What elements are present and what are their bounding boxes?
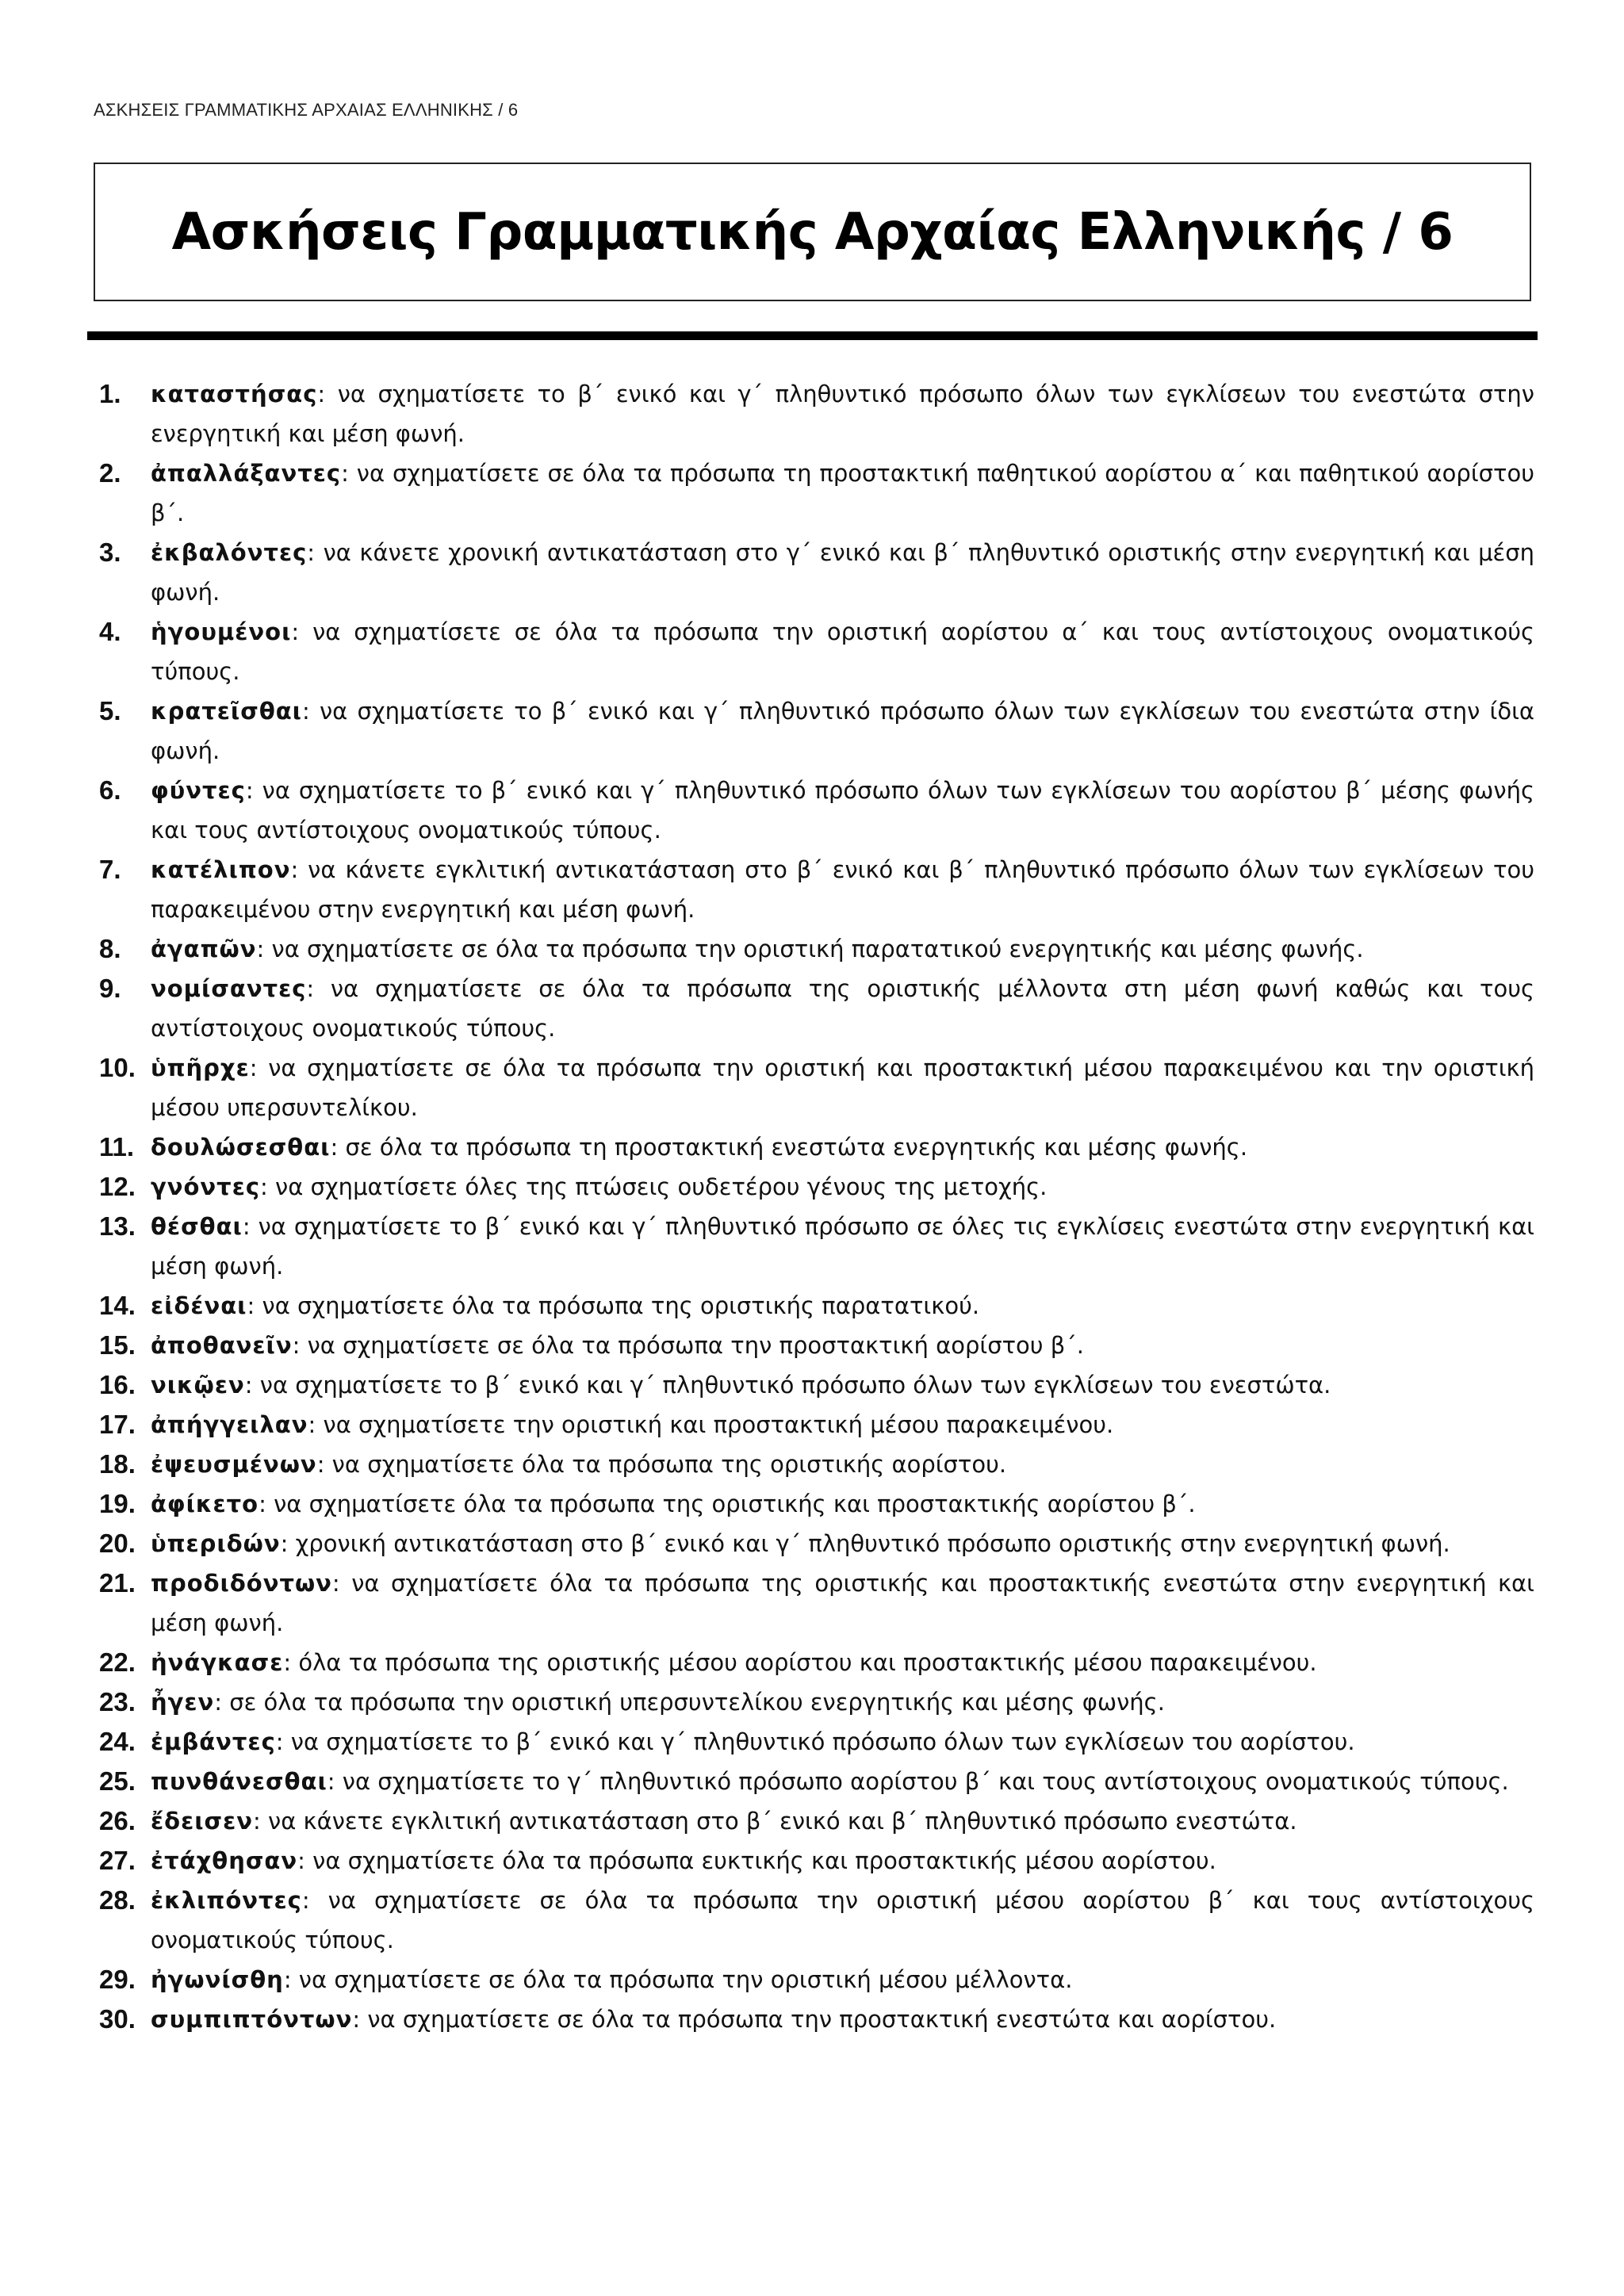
exercise-instruction: : να κάνετε χρονική αντικατάσταση στο γ΄ ενικό και β΄ πληθυντικό οριστικής στην ενεργητική και μέση φωνή.: [151, 539, 1534, 606]
exercise-item: [0, 1722, 1624, 1762]
exercise-instruction: : να σχηματίσετε σε όλα τα πρόσωπα τη προστακτική παθητικού αορίστου α΄ και παθητικού αορίστου β΄.: [151, 460, 1534, 526]
exercise-word: γνόντες: [151, 1173, 261, 1200]
exercise-item: [0, 1365, 1624, 1405]
exercise-instruction: : να σχηματίσετε όλα τα πρόσωπα ευκτικής και προστακτικής μέσου αορίστου.: [297, 1847, 1216, 1874]
exercise-word: κρατεῖσθαι: [151, 698, 302, 725]
exercise-instruction: : να σχηματίσετε την οριστική και προστακτική μέσου παρακειμένου.: [308, 1411, 1114, 1438]
exercise-instruction: : να κάνετε εγκλιτική αντικατάσταση στο β΄ ενικό και β΄ πληθυντικό πρόσωπο όλων των εγκλίσεων του παρακειμένου στην ενεργητική και μέση φωνή.: [151, 856, 1534, 923]
exercise-number: 4.: [99, 617, 121, 646]
exercise-item: [0, 1326, 1624, 1365]
exercise-number: 13.: [99, 1211, 136, 1241]
exercise-word: ἦγεν: [151, 1689, 215, 1716]
exercise-word: θέσθαι: [151, 1213, 243, 1240]
exercise-word: ἠγωνίσθη: [151, 1966, 284, 1993]
exercise-item: [0, 1127, 1624, 1167]
exercise-item: [0, 771, 1624, 850]
exercise-word: συμπιπτόντων: [151, 2006, 353, 2033]
exercise-list: [0, 374, 1624, 2039]
exercise-number: 1.: [99, 379, 121, 408]
exercise-word: κατέλιπον: [151, 856, 291, 883]
exercise-number: 29.: [99, 1965, 136, 1994]
exercise-number: 20.: [99, 1529, 136, 1558]
exercise-item: [0, 1286, 1624, 1326]
exercise-word: ἐψευσμένων: [151, 1451, 317, 1478]
exercise-item: [0, 691, 1624, 771]
exercise-word: ἀφίκετο: [151, 1490, 259, 1517]
exercise-instruction: : να σχηματίσετε το γ΄ πληθυντικό πρόσωπο αορίστου β΄ και τους αντίστοιχους ονοματικούς τύπους.: [327, 1768, 1509, 1795]
exercise-word: προδιδόντων: [151, 1570, 332, 1597]
exercise-item: [0, 374, 1624, 453]
exercise-item: [0, 850, 1624, 929]
exercise-instruction: : σε όλα τα πρόσωπα τη προστακτική ενεστώτα ενεργητικής και μέσης φωνής.: [330, 1134, 1248, 1161]
exercise-item: [0, 1207, 1624, 1286]
running-header: ΑΣΚΗΣΕΙΣ ΓΡΑΜΜΑΤΙΚΗΣ ΑΡΧΑΙΑΣ ΕΛΛΗΝΙΚΗΣ / 6: [94, 100, 519, 120]
exercise-number: 6.: [99, 775, 121, 805]
exercise-item: [0, 1999, 1624, 2039]
exercise-item: [0, 612, 1624, 691]
exercise-number: 2.: [99, 458, 121, 488]
exercise-item: [0, 1682, 1624, 1722]
exercise-word: ἀπαλλάξαντες: [151, 460, 342, 487]
exercise-number: 3.: [99, 538, 121, 567]
exercise-number: 12.: [99, 1172, 136, 1201]
exercise-word: φύντες: [151, 777, 246, 804]
exercise-number: 10.: [99, 1053, 136, 1082]
exercise-word: δουλώσεσθαι: [151, 1134, 331, 1161]
exercise-word: ἀποθανεῖν: [151, 1332, 293, 1359]
exercise-item: [0, 1484, 1624, 1524]
exercise-instruction: : να σχηματίσετε το β΄ ενικό και γ΄ πληθυντικό πρόσωπο όλων των εγκλίσεων του αορίστου.: [275, 1728, 1355, 1755]
exercise-number: 15.: [99, 1330, 136, 1360]
exercise-instruction: : να κάνετε εγκλιτική αντικατάσταση στο β΄ ενικό και β΄ πληθυντικό πρόσωπο ενεστώτα.: [253, 1808, 1297, 1835]
exercise-item: [0, 1445, 1624, 1484]
exercise-instruction: : να σχηματίσετε σε όλα τα πρόσωπα της οριστικής μέλλοντα στη μέση φωνή καθώς και τους αντίστοιχους ονοματικούς τύπους.: [151, 975, 1534, 1042]
exercise-instruction: : σε όλα τα πρόσωπα την οριστική υπερσυντελίκου ενεργητικής και μέσης φωνής.: [214, 1689, 1165, 1716]
exercise-number: 7.: [99, 855, 121, 884]
exercise-number: 9.: [99, 974, 121, 1003]
exercise-item: [0, 1524, 1624, 1563]
exercise-number: 27.: [99, 1846, 136, 1875]
exercise-word: ἀγαπῶν: [151, 936, 257, 962]
exercise-word: ἐμβάντες: [151, 1728, 276, 1755]
exercise-number: 18.: [99, 1449, 136, 1479]
title-divider: [87, 331, 1538, 340]
exercise-word: ἀπήγγειλαν: [151, 1411, 308, 1438]
exercise-instruction: : να σχηματίσετε σε όλα τα πρόσωπα την προστακτική αορίστου β΄.: [292, 1332, 1085, 1359]
exercise-item: [0, 929, 1624, 969]
exercise-word: καταστήσας: [151, 381, 318, 408]
exercise-item: [0, 533, 1624, 612]
exercise-number: 19.: [99, 1489, 136, 1518]
title-box: [94, 163, 1531, 301]
exercise-word: ἐκβαλόντες: [151, 539, 308, 566]
exercise-number: 17.: [99, 1410, 136, 1439]
exercise-item: [0, 1643, 1624, 1682]
exercise-item: [0, 1841, 1624, 1881]
exercise-instruction: : να σχηματίσετε το β΄ ενικό και γ΄ πληθυντικό πρόσωπο όλων των εγκλίσεων του αορίστου β΄ μέσης φωνής και τους αντίστοιχους ονοματικούς τύπους.: [151, 777, 1534, 844]
exercise-instruction: : να σχηματίσετε όλα τα πρόσωπα της οριστικής παρατατικού.: [247, 1292, 980, 1319]
exercise-instruction: : να σχηματίσετε όλα τα πρόσωπα της οριστικής αορίστου.: [316, 1451, 1007, 1478]
exercise-item: [0, 1563, 1624, 1643]
exercise-word: νομίσαντες: [151, 975, 307, 1002]
exercise-item: [0, 1881, 1624, 1960]
exercise-number: 11.: [99, 1132, 135, 1161]
exercise-word: ὑπεριδών: [151, 1530, 281, 1557]
exercise-number: 30.: [99, 2004, 136, 2034]
exercise-instruction: : να σχηματίσετε όλα τα πρόσωπα της οριστικής και προστακτικής ενεστώτα στην ενεργητική και μέση φωνή.: [151, 1570, 1534, 1636]
exercise-word: ἐκλιπόντες: [151, 1887, 302, 1914]
exercise-number: 28.: [99, 1885, 136, 1915]
exercise-item: [0, 1960, 1624, 1999]
exercise-word: ἔδεισεν: [151, 1808, 253, 1835]
exercise-word: ἠνάγκασε: [151, 1649, 284, 1676]
exercise-word: εἰδέναι: [151, 1292, 247, 1319]
exercise-number: 8.: [99, 934, 121, 963]
exercise-item: [0, 1405, 1624, 1445]
exercise-word: ὑπῆρχε: [151, 1054, 250, 1081]
exercise-item: [0, 1048, 1624, 1127]
exercise-instruction: : να σχηματίσετε το β΄ ενικό και γ΄ πληθυντικό πρόσωπο όλων των εγκλίσεων του ενεστώτα στην ενεργητική και μέση φωνή.: [151, 381, 1534, 447]
exercise-word: πυνθάνεσθαι: [151, 1768, 327, 1795]
page-title: Ασκήσεις Γραμματικής Αρχαίας Ελληνικής / 6: [171, 202, 1454, 262]
exercise-item: [0, 453, 1624, 533]
exercise-instruction: : να σχηματίσετε το β΄ ενικό και γ΄ πληθυντικό πρόσωπο όλων των εγκλίσεων του ενεστώτα στην ίδια φωνή.: [151, 698, 1534, 764]
exercise-instruction: : να σχηματίσετε το β΄ ενικό και γ΄ πληθυντικό πρόσωπο όλων των εγκλίσεων του ενεστώτα.: [244, 1372, 1331, 1399]
exercise-instruction: : να σχηματίσετε σε όλα τα πρόσωπα την οριστική μέσου μέλλοντα.: [283, 1966, 1073, 1993]
exercise-instruction: : να σχηματίσετε το β΄ ενικό και γ΄ πληθυντικό πρόσωπο σε όλες τις εγκλίσεις ενεστώτα στην ενεργητική και μέση φωνή.: [151, 1213, 1534, 1280]
exercise-instruction: : να σχηματίσετε σε όλα τα πρόσωπα την οριστική και προστακτική μέσου παρακειμένου και την οριστική μέσου υπερσυντελίκου.: [151, 1054, 1534, 1121]
exercise-number: 22.: [99, 1647, 136, 1677]
exercise-word: ἐτάχθησαν: [151, 1847, 298, 1874]
exercise-number: 21.: [99, 1568, 136, 1598]
exercise-word: νικῷεν: [151, 1372, 245, 1399]
exercise-item: [0, 1762, 1624, 1801]
exercise-number: 26.: [99, 1806, 136, 1835]
exercise-number: 24.: [99, 1727, 136, 1756]
exercise-instruction: : να σχηματίσετε σε όλα τα πρόσωπα την οριστική αορίστου α΄ και τους αντίστοιχους ονοματικούς τύπους.: [151, 618, 1534, 685]
exercise-item: [0, 969, 1624, 1048]
exercise-number: 14.: [99, 1291, 136, 1320]
exercise-number: 16.: [99, 1370, 136, 1399]
exercise-instruction: : να σχηματίσετε σε όλα τα πρόσωπα την οριστική μέσου αορίστου β΄ και τους αντίστοιχους ονοματικούς τύπους.: [151, 1887, 1534, 1954]
exercise-instruction: : να σχηματίσετε σε όλα τα πρόσωπα την οριστική παρατατικού ενεργητικής και μέσης φωνής.: [256, 936, 1364, 962]
exercise-instruction: : να σχηματίσετε όλα τα πρόσωπα της οριστικής και προστακτικής αορίστου β΄.: [259, 1490, 1196, 1517]
exercise-number: 23.: [99, 1687, 136, 1716]
exercise-instruction: : να σχηματίσετε όλες της πτώσεις ουδετέρου γένους της μετοχής.: [260, 1173, 1048, 1200]
exercise-item: [0, 1167, 1624, 1207]
exercise-instruction: : χρονική αντικατάσταση στο β΄ ενικό και γ΄ πληθυντικό πρόσωπο οριστικής στην ενεργητική φωνή.: [280, 1530, 1450, 1557]
exercise-item: [0, 1801, 1624, 1841]
exercise-instruction: : να σχηματίσετε σε όλα τα πρόσωπα την προστακτική ενεστώτα και αορίστου.: [352, 2006, 1277, 2033]
exercise-number: 25.: [99, 1766, 136, 1796]
exercise-word: ἡγουμένοι: [151, 618, 292, 645]
exercise-instruction: : όλα τα πρόσωπα της οριστικής μέσου αορίστου και προστακτικής μέσου παρακειμένου.: [283, 1649, 1317, 1676]
exercise-number: 5.: [99, 696, 121, 725]
